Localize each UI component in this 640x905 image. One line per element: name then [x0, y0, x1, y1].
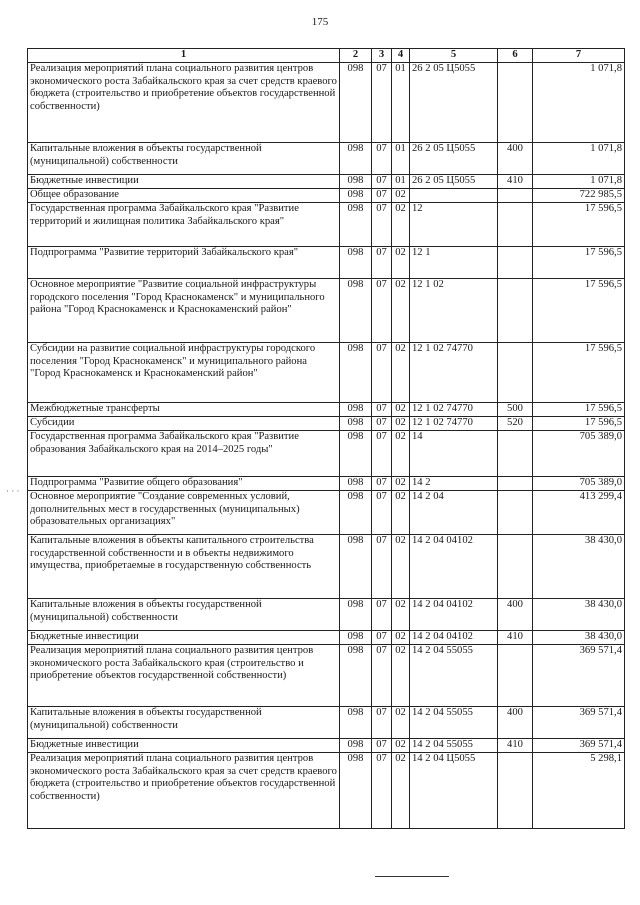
- row-amount: 17 596,5: [533, 417, 625, 431]
- row-target-article: 12 1: [410, 247, 498, 279]
- row-section-code: 07: [372, 645, 392, 707]
- row-subsection-code: 02: [392, 403, 410, 417]
- row-ministry-code: 098: [340, 175, 372, 189]
- row-name: Бюджетные инвестиции: [28, 175, 340, 189]
- page-number: 175: [311, 16, 329, 28]
- row-section-code: 07: [372, 343, 392, 403]
- row-target-article: 14 2 04 55055: [410, 645, 498, 707]
- row-expense-type: [498, 535, 533, 599]
- row-expense-type: [498, 753, 533, 829]
- table-row: [28, 645, 625, 707]
- row-expense-type: [498, 343, 533, 403]
- row-ministry-code: 098: [340, 431, 372, 477]
- table-row: [28, 403, 625, 417]
- row-ministry-code: 098: [340, 143, 372, 175]
- row-expense-type: 500: [498, 403, 533, 417]
- row-subsection-code: 02: [392, 189, 410, 203]
- table-row: [28, 753, 625, 829]
- row-amount: 5 298,1: [533, 753, 625, 829]
- row-subsection-code: 02: [392, 599, 410, 631]
- row-amount: 369 571,4: [533, 707, 625, 739]
- row-expense-type: [498, 203, 533, 247]
- row-section-code: 07: [372, 63, 392, 143]
- row-target-article: 14 2 04 55055: [410, 707, 498, 739]
- row-subsection-code: 02: [392, 279, 410, 343]
- row-target-article: [410, 189, 498, 203]
- row-section-code: 07: [372, 403, 392, 417]
- row-subsection-code: 02: [392, 739, 410, 753]
- row-name: Капитальные вложения в объекты капитального строительства государственной собственности и в объекты недвижимого имущества, приобретаемые в государственную собственность: [28, 535, 340, 599]
- row-ministry-code: 098: [340, 535, 372, 599]
- row-section-code: 07: [372, 491, 392, 535]
- table-row: [28, 143, 625, 175]
- row-target-article: 26 2 05 Ц5055: [410, 63, 498, 143]
- row-name: Капитальные вложения в объекты государственной (муниципальной) собственности: [28, 143, 340, 175]
- row-subsection-code: 01: [392, 143, 410, 175]
- row-ministry-code: 098: [340, 599, 372, 631]
- row-amount: 17 596,5: [533, 279, 625, 343]
- table-row: [28, 491, 625, 535]
- row-section-code: 07: [372, 753, 392, 829]
- row-name: Основное мероприятие "Развитие социальной инфраструктуры городского поселения "Город Краснокаменск" и муниципального района "Город Краснокаменск и Краснокаменский район": [28, 279, 340, 343]
- row-name: Реализация мероприятий плана социального развития центров экономического роста Забайкальского края за счет средств краевого бюджета (строительство и приобретение объектов государственной собственности): [28, 753, 340, 829]
- budget-table: [27, 48, 625, 829]
- header-col-6: 6: [498, 49, 533, 63]
- row-subsection-code: 02: [392, 247, 410, 279]
- row-target-article: 14 2: [410, 477, 498, 491]
- row-amount: 17 596,5: [533, 203, 625, 247]
- row-amount: 722 985,5: [533, 189, 625, 203]
- table-row: [28, 599, 625, 631]
- table-row: [28, 707, 625, 739]
- row-expense-type: 410: [498, 631, 533, 645]
- row-ministry-code: 098: [340, 403, 372, 417]
- row-ministry-code: 098: [340, 645, 372, 707]
- row-ministry-code: 098: [340, 707, 372, 739]
- table-row: [28, 189, 625, 203]
- row-expense-type: [498, 279, 533, 343]
- row-target-article: 26 2 05 Ц5055: [410, 175, 498, 189]
- row-subsection-code: 02: [392, 203, 410, 247]
- row-subsection-code: 02: [392, 491, 410, 535]
- row-subsection-code: 02: [392, 753, 410, 829]
- row-expense-type: 400: [498, 707, 533, 739]
- row-subsection-code: 02: [392, 343, 410, 403]
- row-target-article: 12: [410, 203, 498, 247]
- row-section-code: 07: [372, 203, 392, 247]
- table-row: [28, 343, 625, 403]
- row-ministry-code: 098: [340, 63, 372, 143]
- table-row: [28, 431, 625, 477]
- row-ministry-code: 098: [340, 753, 372, 829]
- header-col-2: 2: [340, 49, 372, 63]
- row-name: Межбюджетные трансферты: [28, 403, 340, 417]
- row-amount: 17 596,5: [533, 403, 625, 417]
- row-amount: 369 571,4: [533, 645, 625, 707]
- row-name: Капитальные вложения в объекты государственной (муниципальной) собственности: [28, 599, 340, 631]
- row-subsection-code: 02: [392, 645, 410, 707]
- table-row: [28, 631, 625, 645]
- row-amount: 1 071,8: [533, 143, 625, 175]
- row-target-article: 14: [410, 431, 498, 477]
- row-section-code: 07: [372, 631, 392, 645]
- row-ministry-code: 098: [340, 491, 372, 535]
- row-ministry-code: 098: [340, 631, 372, 645]
- row-amount: 38 430,0: [533, 599, 625, 631]
- table-row: [28, 739, 625, 753]
- row-ministry-code: 098: [340, 739, 372, 753]
- table-row: [28, 417, 625, 431]
- table-row: [28, 477, 625, 491]
- table-row: [28, 63, 625, 143]
- row-ministry-code: 098: [340, 247, 372, 279]
- row-subsection-code: 02: [392, 707, 410, 739]
- row-amount: 1 071,8: [533, 175, 625, 189]
- row-target-article: 14 2 04 04102: [410, 631, 498, 645]
- row-ministry-code: 098: [340, 279, 372, 343]
- row-target-article: 14 2 04 04102: [410, 535, 498, 599]
- row-expense-type: [498, 645, 533, 707]
- row-name: Основное мероприятие "Создание современных условий, дополнительных мест в государственных (муниципальных) образовательных организациях": [28, 491, 340, 535]
- row-subsection-code: 02: [392, 535, 410, 599]
- row-section-code: 07: [372, 279, 392, 343]
- row-ministry-code: 098: [340, 417, 372, 431]
- row-name: Реализация мероприятий плана социального развития центров экономического роста Забайкальского края (строительство и приобретение объектов государственной собственности): [28, 645, 340, 707]
- row-section-code: 07: [372, 417, 392, 431]
- row-expense-type: 400: [498, 599, 533, 631]
- row-expense-type: [498, 247, 533, 279]
- table-row: [28, 247, 625, 279]
- header-col-4: 4: [392, 49, 410, 63]
- row-amount: 705 389,0: [533, 431, 625, 477]
- row-ministry-code: 098: [340, 189, 372, 203]
- row-amount: 705 389,0: [533, 477, 625, 491]
- row-subsection-code: 01: [392, 175, 410, 189]
- row-target-article: 14 2 04: [410, 491, 498, 535]
- table-row: [28, 175, 625, 189]
- row-amount: 1 071,8: [533, 63, 625, 143]
- row-name: Государственная программа Забайкальского края "Развитие образования Забайкальского края на 2014–2025 годы": [28, 431, 340, 477]
- row-amount: 369 571,4: [533, 739, 625, 753]
- row-subsection-code: 02: [392, 477, 410, 491]
- row-section-code: 07: [372, 189, 392, 203]
- row-section-code: 07: [372, 247, 392, 279]
- row-expense-type: [498, 431, 533, 477]
- row-target-article: 12 1 02 74770: [410, 417, 498, 431]
- scan-speck: · · ·: [6, 486, 20, 496]
- row-name: Подпрограмма "Развитие общего образования": [28, 477, 340, 491]
- row-section-code: 07: [372, 143, 392, 175]
- row-name: Реализация мероприятий плана социального развития центров экономического роста Забайкальского края за счет средств краевого бюджета (строительство и приобретение объектов государственной собственности): [28, 63, 340, 143]
- row-target-article: 14 2 04 04102: [410, 599, 498, 631]
- row-amount: 38 430,0: [533, 631, 625, 645]
- row-name: Государственная программа Забайкальского края "Развитие территорий и жилищная политика Забайкальского края": [28, 203, 340, 247]
- row-expense-type: [498, 63, 533, 143]
- row-section-code: 07: [372, 477, 392, 491]
- row-section-code: 07: [372, 175, 392, 189]
- row-expense-type: 520: [498, 417, 533, 431]
- row-section-code: 07: [372, 707, 392, 739]
- row-name: Бюджетные инвестиции: [28, 631, 340, 645]
- row-amount: 17 596,5: [533, 247, 625, 279]
- row-expense-type: [498, 477, 533, 491]
- row-section-code: 07: [372, 535, 392, 599]
- row-section-code: 07: [372, 599, 392, 631]
- row-target-article: 12 1 02 74770: [410, 403, 498, 417]
- row-target-article: 14 2 04 Ц5055: [410, 753, 498, 829]
- row-expense-type: [498, 491, 533, 535]
- header-row: [28, 49, 625, 63]
- row-subsection-code: 02: [392, 631, 410, 645]
- row-target-article: 12 1 02: [410, 279, 498, 343]
- table-body: [28, 63, 625, 829]
- row-subsection-code: 02: [392, 417, 410, 431]
- header-col-7: 7: [533, 49, 625, 63]
- row-section-code: 07: [372, 739, 392, 753]
- row-name: Субсидии на развитие социальной инфраструктуры городского поселения "Город Краснокаменск" и муниципального района "Город Краснокаменск и Краснокаменский район": [28, 343, 340, 403]
- row-subsection-code: 02: [392, 431, 410, 477]
- header-col-5: 5: [410, 49, 498, 63]
- row-amount: 413 299,4: [533, 491, 625, 535]
- row-expense-type: [498, 189, 533, 203]
- row-target-article: 14 2 04 55055: [410, 739, 498, 753]
- row-name: Капитальные вложения в объекты государственной (муниципальной) собственности: [28, 707, 340, 739]
- row-name: Подпрограмма "Развитие территорий Забайкальского края": [28, 247, 340, 279]
- table-row: [28, 203, 625, 247]
- row-target-article: 12 1 02 74770: [410, 343, 498, 403]
- signature-line: [375, 876, 449, 877]
- row-amount: 38 430,0: [533, 535, 625, 599]
- row-subsection-code: 01: [392, 63, 410, 143]
- row-name: Бюджетные инвестиции: [28, 739, 340, 753]
- row-ministry-code: 098: [340, 343, 372, 403]
- table-row: [28, 279, 625, 343]
- header-col-1: 1: [28, 49, 340, 63]
- row-name: Общее образование: [28, 189, 340, 203]
- row-amount: 17 596,5: [533, 343, 625, 403]
- row-section-code: 07: [372, 431, 392, 477]
- row-ministry-code: 098: [340, 477, 372, 491]
- row-expense-type: 410: [498, 175, 533, 189]
- row-expense-type: 400: [498, 143, 533, 175]
- table-row: [28, 535, 625, 599]
- row-name: Субсидии: [28, 417, 340, 431]
- row-target-article: 26 2 05 Ц5055: [410, 143, 498, 175]
- row-ministry-code: 098: [340, 203, 372, 247]
- header-col-3: 3: [372, 49, 392, 63]
- row-expense-type: 410: [498, 739, 533, 753]
